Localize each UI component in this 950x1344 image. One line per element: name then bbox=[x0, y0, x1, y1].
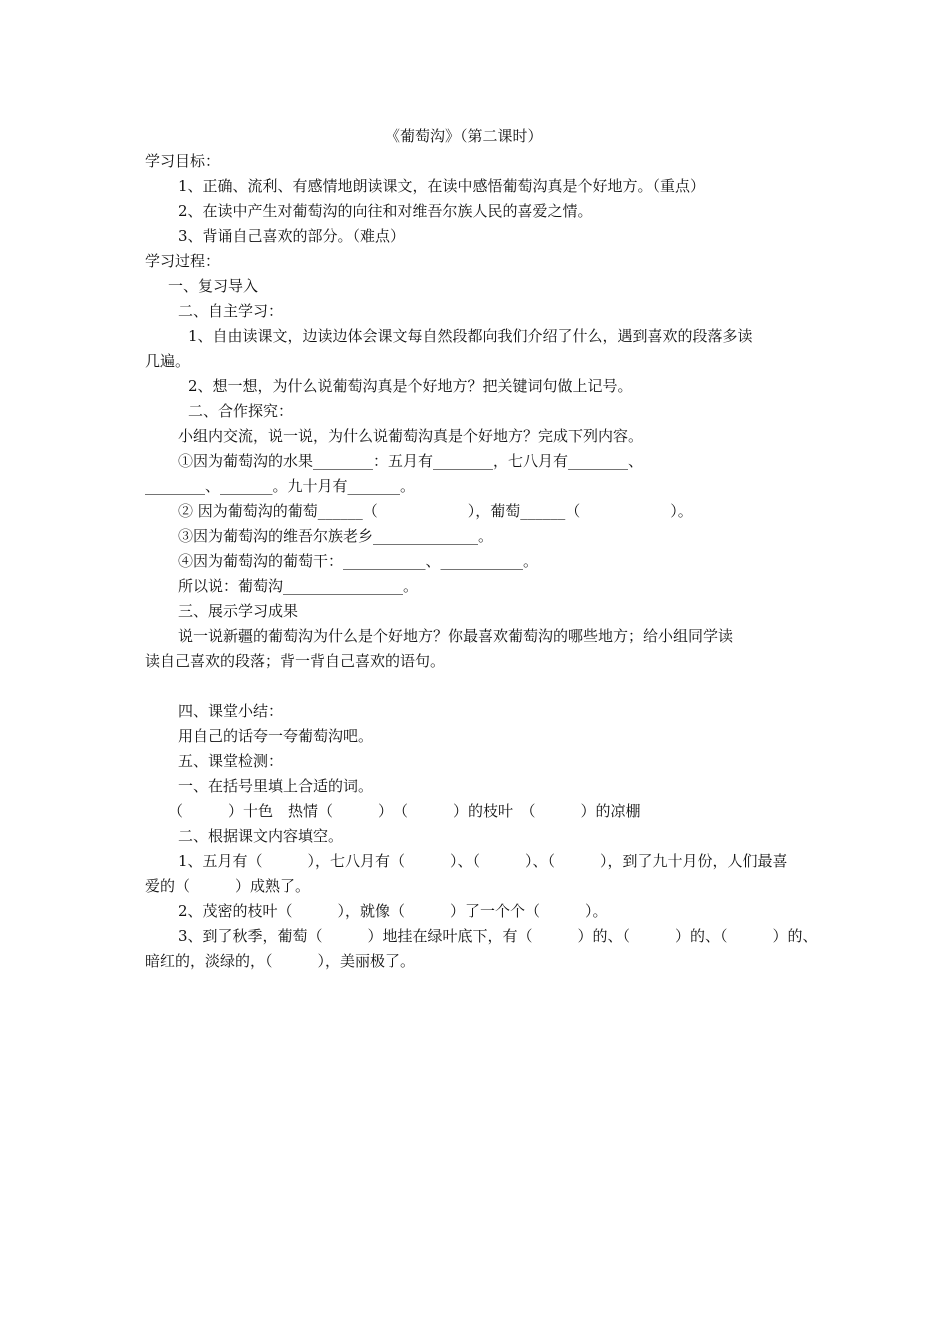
section-test: 五、课堂检测： bbox=[178, 752, 284, 770]
fill-item: 爱的（ ）成熟了。 bbox=[145, 877, 311, 895]
page-title: 《葡萄沟》（第二课时） bbox=[385, 127, 543, 145]
coop-conclusion: 所以说：葡萄沟________________。 bbox=[178, 577, 419, 595]
section-self-study: 二、自主学习： bbox=[178, 302, 284, 320]
objective-item: 3、背诵自己喜欢的部分。（难点） bbox=[178, 227, 406, 245]
coop-intro: 小组内交流，说一说，为什么说葡萄沟真是个好地方？完成下列内容。 bbox=[178, 427, 644, 445]
objective-item: 2、在读中产生对葡萄沟的向往和对维吾尔族人民的喜爱之情。 bbox=[178, 202, 593, 220]
coop-item: ③因为葡萄沟的维吾尔族老乡______________。 bbox=[178, 527, 494, 545]
section-show-results: 三、展示学习成果 bbox=[178, 602, 299, 620]
section-summary: 四、课堂小结： bbox=[178, 702, 284, 720]
coop-item: ①因为葡萄沟的水果________：五月有________，七八月有________、 bbox=[178, 452, 644, 470]
self-study-item: 1、自由读课文，边读边体会课文每自然段都向我们介绍了什么，遇到喜欢的段落多读 bbox=[188, 327, 753, 345]
section-cooperative: 二、合作探究： bbox=[188, 402, 294, 420]
fill-item: 2、茂密的枝叶（ ），就像（ ）了一个个（ ）。 bbox=[178, 902, 608, 920]
fill-item: 3、到了秋季，葡萄（ ）地挂在绿叶底下，有（ ）的、（ ）的、（ ）的、 bbox=[178, 927, 818, 945]
coop-item: ④因为葡萄沟的葡萄干：___________、___________。 bbox=[178, 552, 539, 570]
self-study-item: 2、想一想，为什么说葡萄沟真是个好地方？把关键词句做上记号。 bbox=[188, 377, 633, 395]
coop-item: ________、_______。九十月有_______。 bbox=[145, 477, 416, 495]
fill-item: 暗红的，淡绿的，（ ），美丽极了。 bbox=[145, 952, 416, 970]
summary-text: 用自己的话夸一夸葡萄沟吧。 bbox=[178, 727, 374, 745]
coop-item: ② 因为葡萄沟的葡萄______（ ），葡萄______（ ）。 bbox=[178, 502, 693, 520]
show-results-text: 说一说新疆的葡萄沟为什么是个好地方？你最喜欢葡萄沟的哪些地方；给小组同学读 bbox=[178, 627, 734, 645]
process-heading: 学习过程： bbox=[145, 252, 221, 270]
self-study-item: 几遍。 bbox=[145, 352, 191, 370]
test-items: （ ）十色 热情（ ） （ ）的枝叶 （ ）的凉棚 bbox=[168, 802, 641, 820]
fill-item: 1、五月有（ ），七八月有（ ）、（ ）、（ ），到了九十月份，人们最喜 bbox=[178, 852, 788, 870]
show-results-text: 读自己喜欢的段落；背一背自己喜欢的语句。 bbox=[145, 652, 446, 670]
test-heading: 二、根据课文内容填空。 bbox=[178, 827, 344, 845]
section-review: 一、复习导入 bbox=[168, 277, 259, 295]
objective-item: 1、正确、流利、有感情地朗读课文，在读中感悟葡萄沟真是个好地方。（重点） bbox=[178, 177, 706, 195]
objectives-heading: 学习目标： bbox=[145, 152, 221, 170]
test-heading: 一、在括号里填上合适的词。 bbox=[178, 777, 374, 795]
